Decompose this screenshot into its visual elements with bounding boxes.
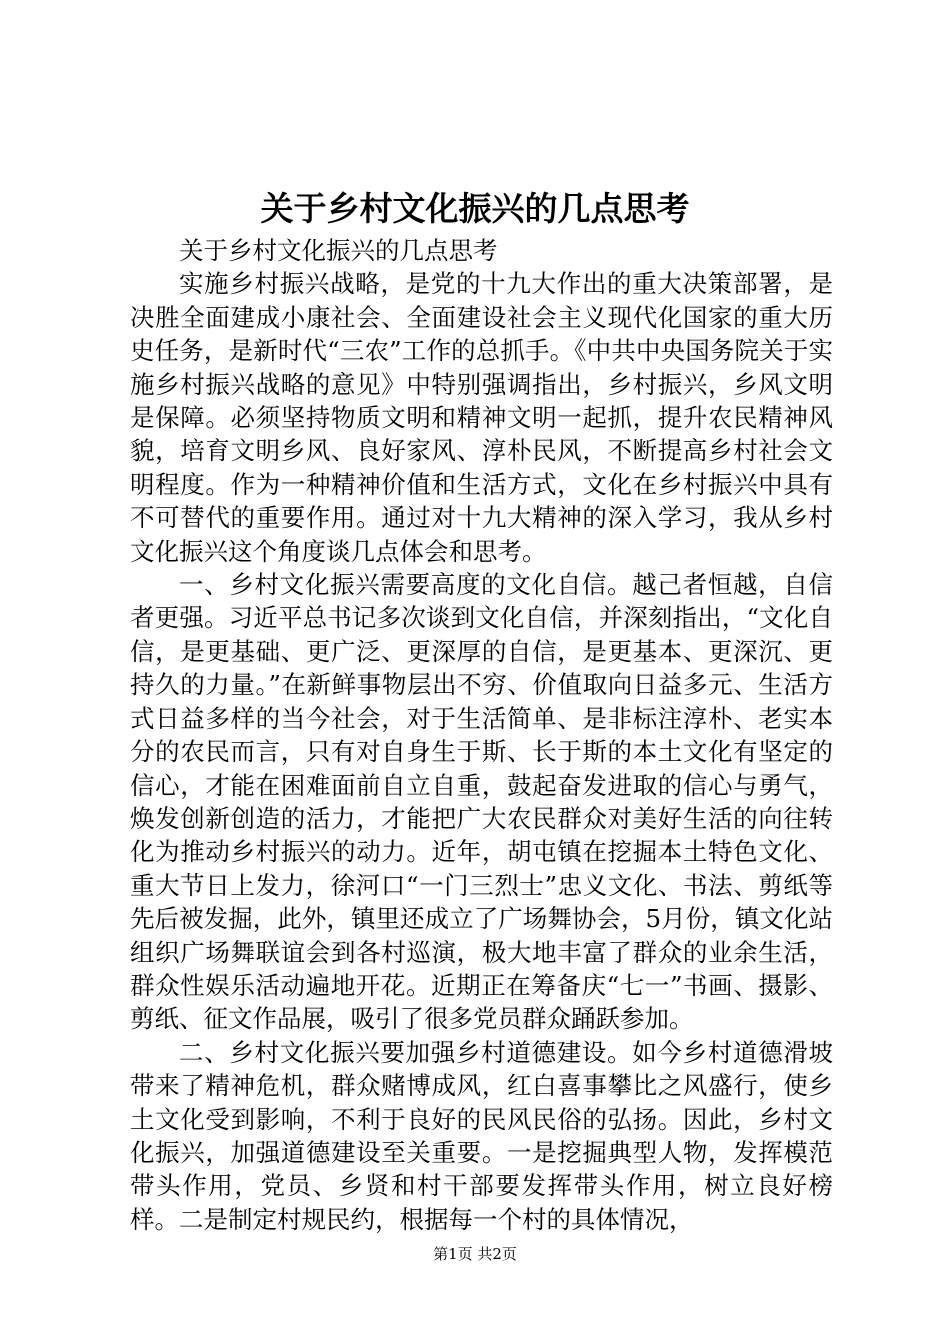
paragraph-section-two: 二、乡村文化振兴要加强乡村道德建设。如今乡村道德滑坡带来了精神危机，群众赌博成风，红白喜事攀比之风盛行，使乡土文化受到影响，不利于良好的民风民俗的弘扬。因此，乡村文化振兴，加强道德建设至关重要。一是挖掘典型人物，发挥模范带头作用，党员、乡贤和村干部要发挥带头作用，树立良好榜样。二是制定村规民约，根据每一个村的具体情况， — [130, 1037, 833, 1234]
paragraph-heading: 关于乡村文化振兴的几点思考 — [179, 236, 498, 265]
document-body — [130, 234, 833, 1236]
paragraph-intro: 实施乡村振兴战略，是党的十九大作出的重大决策部署，是决胜全面建成小康社会、全面建设社会主义现代化国家的重大历史任务，是新时代“三农”工作的总抓手。《中共中央国务院关于实施乡村振兴战略的意见》中特别强调指出，乡村振兴，乡风文明是保障。必须坚持物质文明和精神文明一起抓，提升农民精神风貌，培育文明乡风、良好家风、淳朴民风，不断提高乡村社会文明程度。作为一种精神价值和生活方式，文化在乡村振兴中具有不可替代的重要作用。通过对十九大精神的深入学习，我从乡村文化振兴这个角度谈几点体会和思考。 — [130, 269, 833, 566]
page-footer: 第1页 共2页 — [433, 1245, 517, 1263]
document-title: 关于乡村文化振兴的几点思考 — [260, 189, 690, 228]
paragraph-section-one: 一、乡村文化振兴需要高度的文化自信。越己者恒越，自信者更强。习近平总书记多次谈到文化自信，并深刻指出，“文化自信，是更基础、更广泛、更深厚的自信，是更基本、更深沉、更持久的力量。”在新鲜事物层出不穷、价值取向日益多元、生活方式日益多样的当今社会，对于生活简单、是非标注淳朴、老实本分的农民而言，只有对自身生于斯、长于斯的本土文化有坚定的信心，才能在困难面前自立自重，鼓起奋发进取的信心与勇气，焕发创新创造的活力，才能把广大农民群众对美好生活的向往转化为推动乡村振兴的动力。近年，胡屯镇在挖掘本土特色文化、重大节日上发力，徐河口“一门三烈士”忠义文化、书法、剪纸等先后被发掘，此外，镇里还成立了广场舞协会，5月份，镇文化站组织广场舞联谊会到各村巡演，极大地丰富了群众的业余生活，群众性娱乐活动遍地开花。近期正在筹备庆“七一”书画、摄影、剪纸、征文作品展，吸引了很多党员群众踊跃参加。 — [130, 570, 833, 1034]
